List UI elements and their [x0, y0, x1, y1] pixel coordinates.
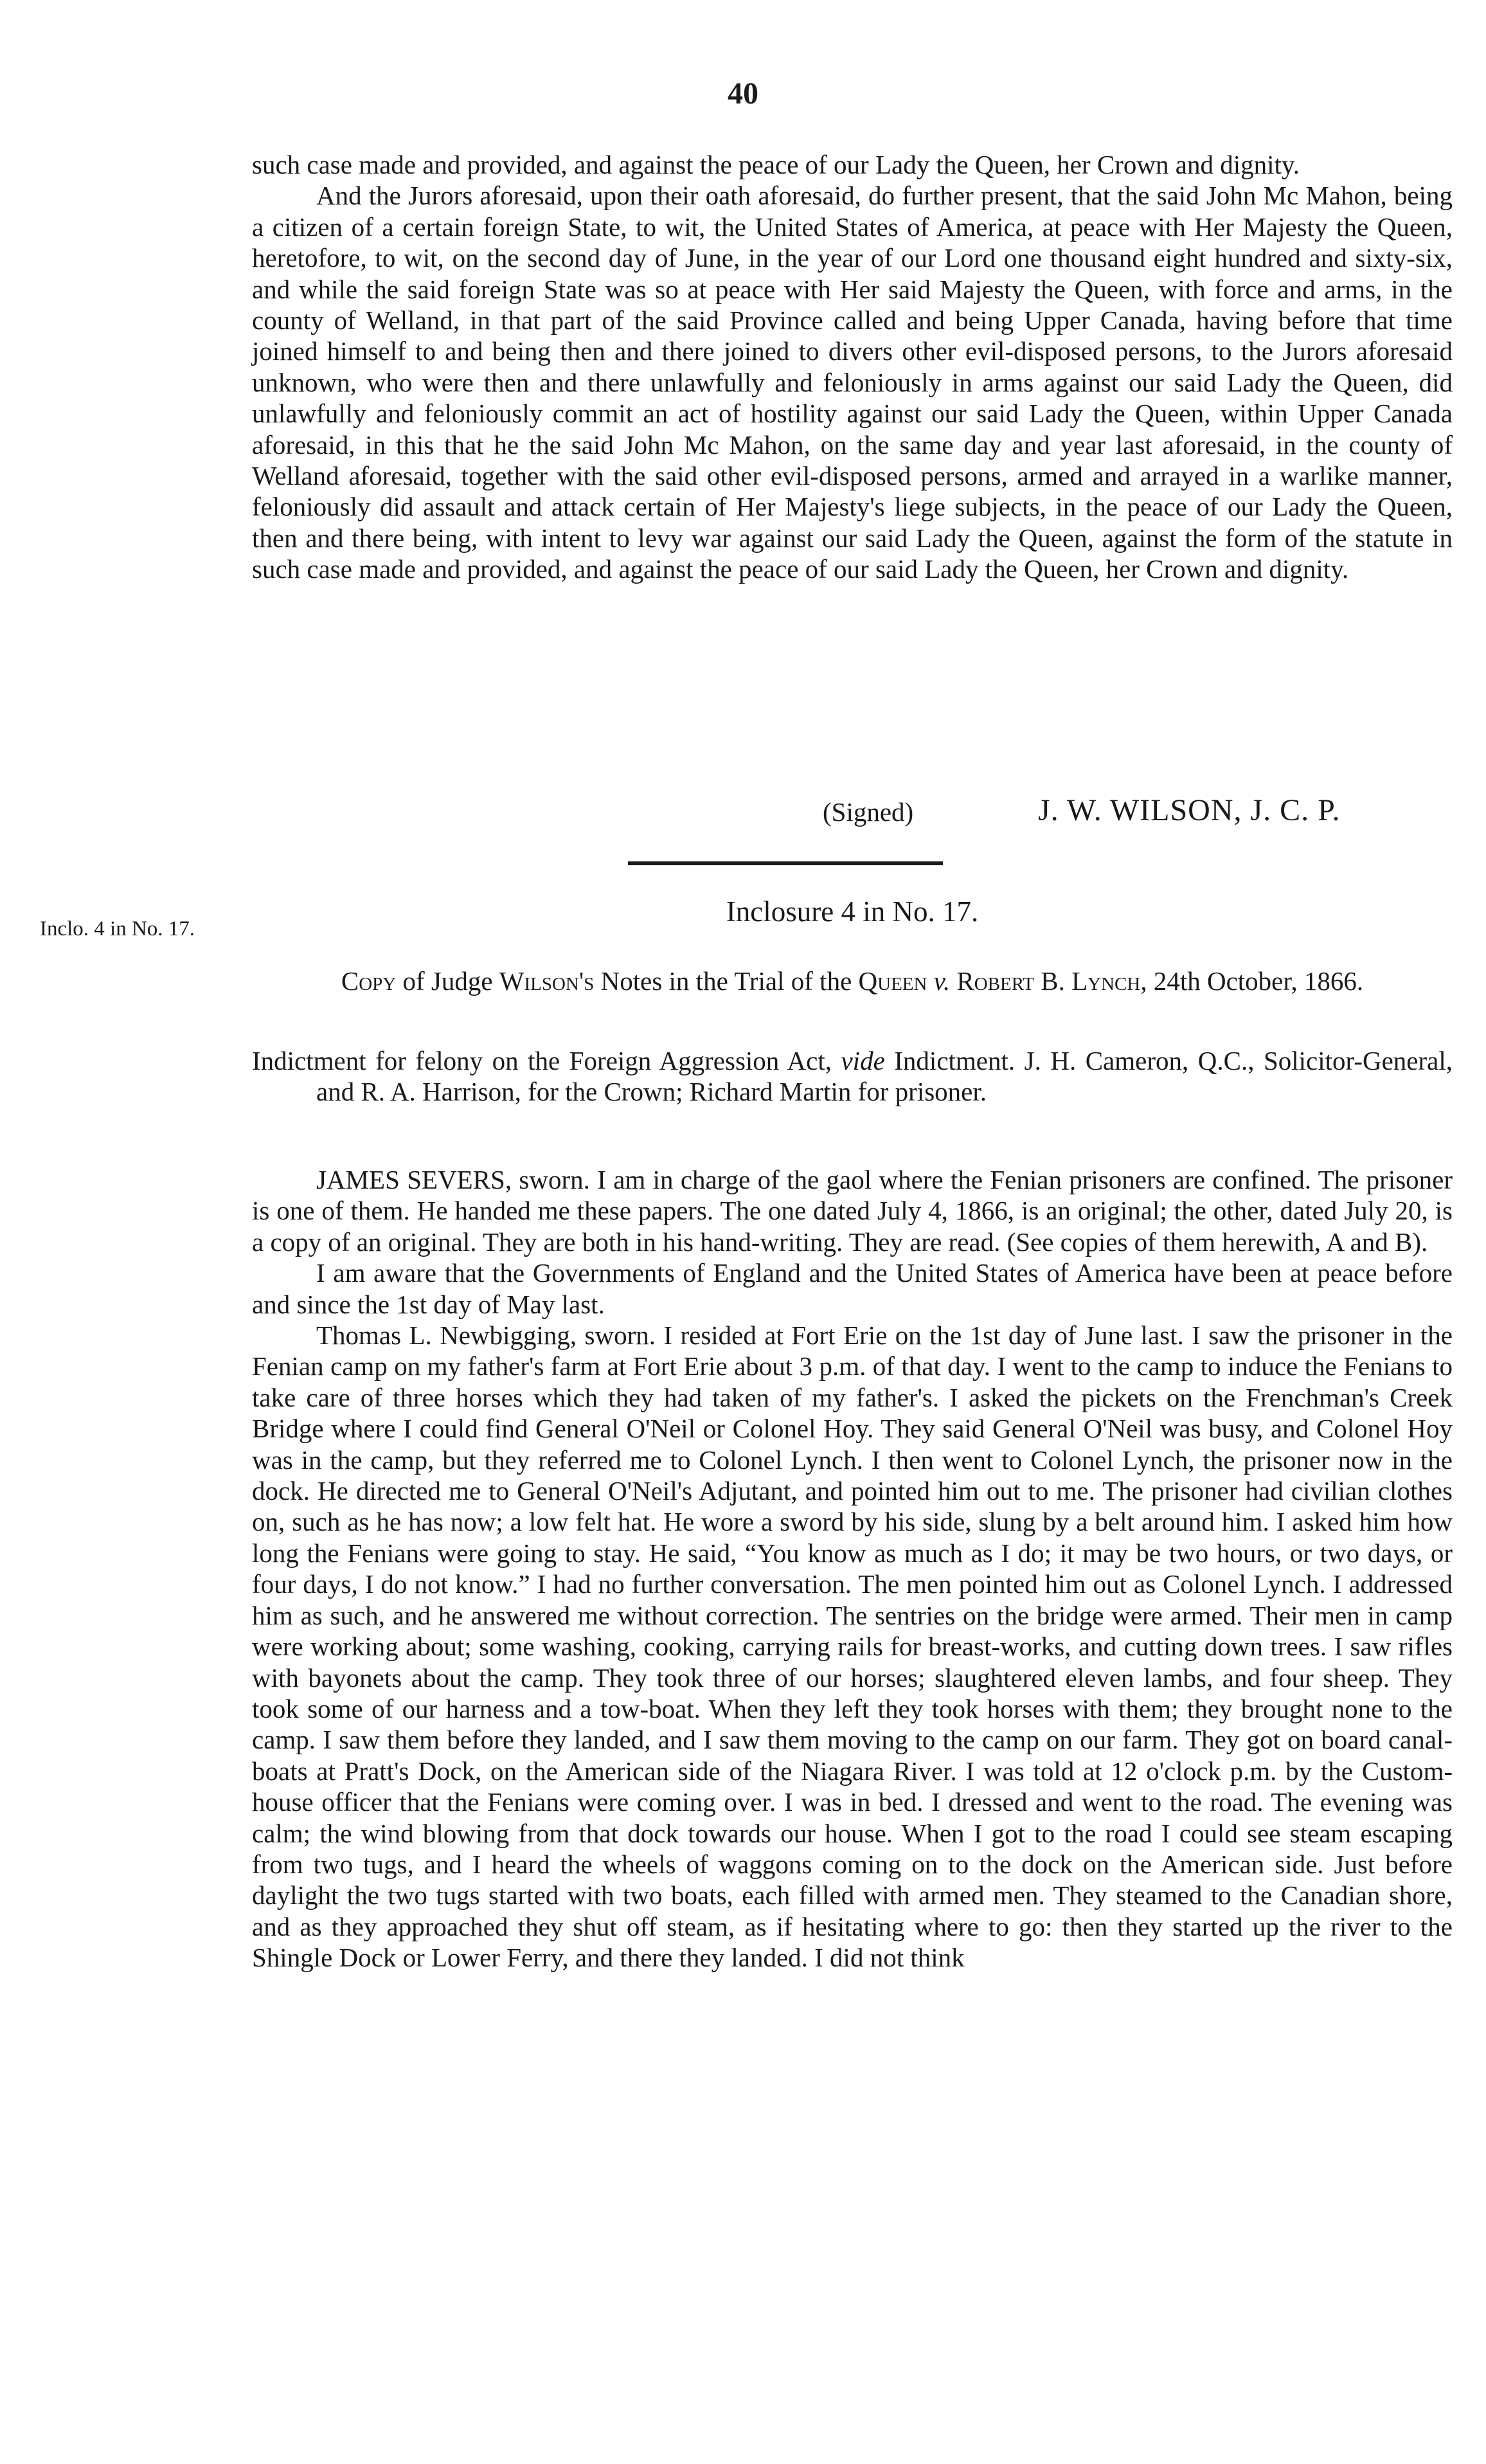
title-versus: v. — [927, 966, 957, 996]
indictment-lead: Indictment for felony on the Foreign Aggression Act, — [252, 1046, 841, 1075]
title-copy: Copy — [341, 966, 397, 996]
witness-testimony: sworn. I am in charge of the gaol where the Fenian prisoners are confined. The prisoner is one of them. He handed me these papers. The one dated July 4, 1866, is an original; the other, dated July 20, is a copy of an original. They are both in his hand-writing. They are read. (See copies of them herewith, A and B). — [252, 1165, 1453, 1257]
document-title — [252, 966, 1453, 996]
section-divider — [628, 861, 943, 865]
indictment-note — [252, 1045, 1453, 1108]
margin-note: Inclo. 4 in No. 17. — [40, 917, 195, 940]
title-defendant: Robert B. Lynch — [956, 966, 1141, 996]
paragraph: I am aware that the Governments of England and the United States of America have been at peace before and since the 1st day of May last. — [252, 1258, 1453, 1319]
paragraph: Thomas L. Newbigging, sworn. I resided at Fort Erie on the 1st day of June last. I saw the prisoner in the Fenian camp on my father's farm at Fort Erie about 3 p.m. of that day. I went to the camp to induce the Fenians to take care of three horses which they had taken of my father's. I asked the pickets on the Frenchman's Creek Bridge where I could find General O'Neil or Colonel Hoy. They said General O'Neil was busy, and Colonel Hoy was in the camp, but they referred me to Colonel Lynch. I then went to Colonel Lynch, the prisoner now in the dock. He directed me to General O'Neil's Adjutant, and pointed him out to me. The prisoner had civilian clothes on, such as he has now; a low felt hat. He wore a sword by his side, slung by a belt around him. I asked him how long the Fenians were going to stay. He said, “You know as much as I do; it may be two hours, or two days, or four days, I do not know.” I had no further conversation. The men pointed him out as Colonel Lynch. I addressed him as such, and he answered me without correction. The sentries on the bridge were armed. Their men in camp were working about; some washing, cooking, carrying rails for breast-works, and cutting down trees. I saw rifles with bayonets about the camp. They took three of our horses; slaughtered eleven lambs, and four sheep. They took some of our harness and a tow-boat. When they left they took horses with them; they brought none to the camp. I saw them before they landed, and I saw them moving to the camp on our farm. They got on board canal-boats at Pratt's Dock, on the American side of the Niagara River. I was told at 12 o'clock p.m. by the Custom-house officer that the Fenians were coming over. I was in bed. I dressed and went to the road. The evening was calm; the wind blowing from that dock towards our house. When I got to the road I could see steam escaping from two tugs, and I heard the wheels of waggons coming on to the dock on the American side. Just before daylight the two tugs started with two boats, each filled with armed men. They steamed to the Canadian shore, and as they approached they shut off steam, as if hesitating where to go: then they started up the river to the Shingle Dock or Lower Ferry, and there they landed. I did not think — [252, 1320, 1453, 1973]
title-text: of Judge — [396, 966, 499, 996]
title-date: , 24th October, 1866. — [1140, 966, 1364, 996]
witness-name: JAMES SEVERS, — [316, 1165, 512, 1194]
paragraph: And the Jurors aforesaid, upon their oath aforesaid, do further present, that the said John Mc Mahon, being a citizen of a certain foreign State, to wit, the United States of America, at peace with Her Majesty the Queen, heretofore, to wit, on the second day of June, in the year of our Lord one thousand eight hundred and sixty-six, and while the said foreign State was so at peace with Her said Majesty the Queen, with force and arms, in the county of Welland, in that part of the said Province called and being Upper Canada, having before that time joined himself to and being then and there joined to divers other evil-disposed persons, to the Jurors aforesaid unknown, who were then and there unlawfully and feloniously in arms against our said Lady the Queen, did unlawfully and feloniously commit an act of hostility against our said Lady the Queen, within Upper Canada aforesaid, in this that he the said John Mc Mahon, on the same day and year last aforesaid, in the county of Welland aforesaid, together with the said other evil-disposed persons, armed and arrayed in a warlike manner, feloniously did assault and attack certain of Her Majesty's liege subjects, in the peace of our Lady the Queen, then and there being, with intent to levy war against our said Lady the Queen, against the form of the statute in such case made and provided, and against the peace of our said Lady the Queen, her Crown and dignity. — [252, 181, 1453, 584]
vide-text: vide — [841, 1046, 885, 1075]
signature-line — [823, 793, 1440, 829]
paragraph — [252, 1164, 1453, 1257]
testimony — [252, 1164, 1453, 1974]
title-judge-name: Wilson's — [499, 966, 595, 996]
paragraph — [252, 1045, 1453, 1108]
title-queen: Queen — [858, 966, 927, 996]
indictment-rest: Indictment. J. H. Cameron, Q.C., Solicitor-General, and R. A. Harrison, for the Crown; Richard Martin for prisoner. — [316, 1046, 1453, 1107]
signer-name: J. W. WILSON, J. C. P. — [1038, 793, 1341, 827]
indictment-continuation — [252, 149, 1453, 585]
page-number: 40 — [728, 76, 758, 111]
paragraph: such case made and provided, and against the peace of our Lady the Queen, her Crown and dignity. — [252, 150, 1300, 179]
signed-label: (Signed) — [823, 797, 914, 827]
title-text: Notes in the Trial of the — [594, 966, 859, 996]
inclosure-heading: Inclosure 4 in No. 17. — [726, 895, 979, 928]
